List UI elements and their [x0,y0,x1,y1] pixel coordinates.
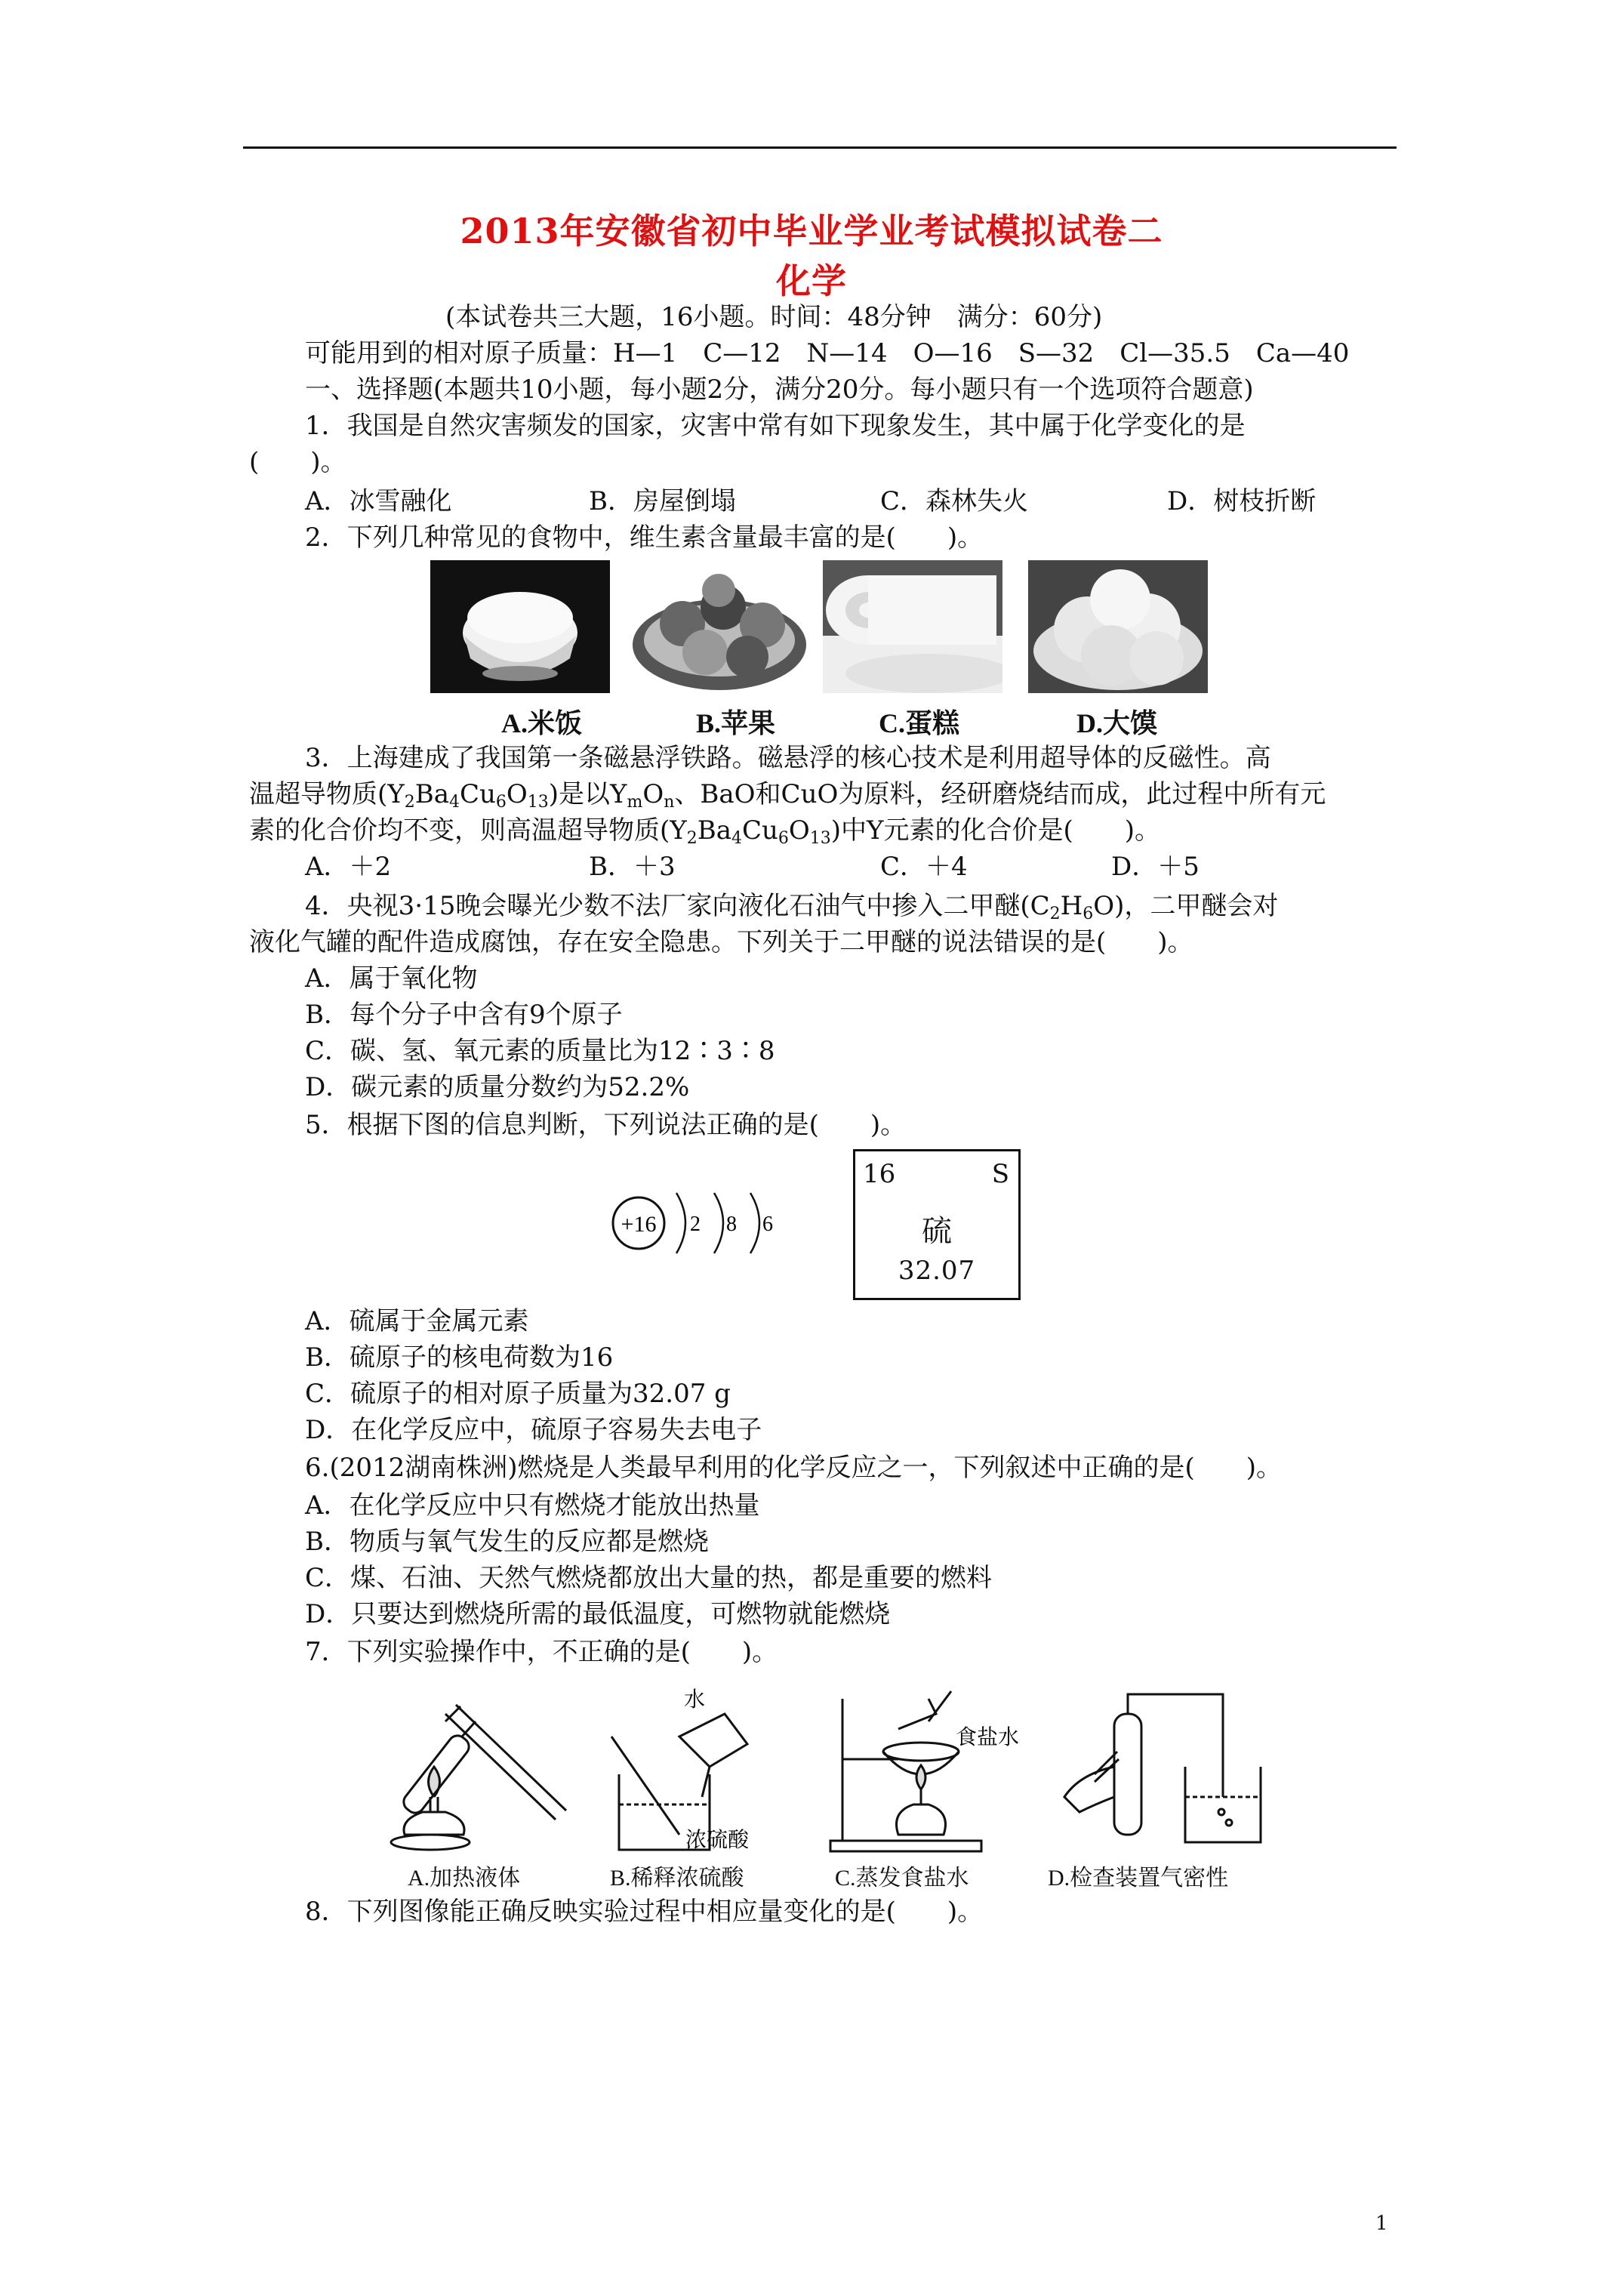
airtightness-diagram [1049,1684,1276,1857]
shell-3: 6 [762,1213,773,1236]
q5-option-b: B．硫原子的核电荷数为16 [305,1342,614,1373]
q3-option-a: A．＋2 [305,852,392,882]
q2-caption-b: B.苹果 [696,708,776,738]
sulfur-atom-diagram [611,1182,793,1265]
evaporation-diagram [815,1684,1057,1857]
apple-photo [630,560,809,693]
q3-option-d: D．＋5 [1111,852,1200,882]
q2-caption-d: D.大馍 [1076,708,1157,738]
label-water: 水 [684,1687,706,1712]
q4-line2: 液化气罐的配件造成腐蚀，存在安全隐患。下列关于二甲醚的说法错误的是( )。 [249,927,1193,957]
q1-option-b: B．房屋倒塌 [589,486,736,516]
q1-blank: ( )。 [249,447,346,477]
q4-option-c: C．碳、氢、氧元素的质量比为12∶3∶8 [305,1036,775,1066]
q7-caption-c: C.蒸发食盐水 [835,1866,969,1891]
label-acid: 浓硫酸 [685,1827,750,1852]
q6-stem: 6.(2012湖南株洲)燃烧是人类最早利用的化学反应之一，下列叙述中正确的是( )。 [305,1453,1283,1483]
q7-caption-b: B.稀释浓硫酸 [610,1866,744,1891]
q3-option-c: C．＋4 [880,852,968,882]
exam-subject: 化学 [776,260,847,301]
atom-nucleus: +16 [621,1212,657,1237]
q1-option-d: D．树枝折断 [1167,486,1317,516]
q5-option-c: C．硫原子的相对原子质量为32.07 g [305,1379,731,1409]
section-heading: 一、选择题(本题共10小题，每小题2分，满分20分。每小题只有一个选项符合题意) [305,374,1254,405]
q4-option-a: A．属于氧化物 [305,963,478,994]
q7-caption-a: A.加热液体 [408,1866,521,1891]
header-rule [243,146,1397,149]
element-number: 16 [863,1159,896,1189]
q7-caption-d: D.检查装置气密性 [1048,1866,1229,1891]
q2-stem: 2．下列几种常见的食物中，维生素含量最丰富的是( )。 [305,522,984,553]
q6-option-b: B．物质与氧气发生的反应都是燃烧 [305,1527,709,1557]
bun-photo [1028,560,1208,693]
element-mass: 32.07 [898,1256,976,1286]
element-symbol: S [991,1159,1009,1189]
dilute-acid-diagram [596,1684,823,1857]
q5-option-a: A．硫属于金属元素 [305,1306,529,1336]
shell-1: 2 [690,1213,701,1236]
q6-option-c: C．煤、石油、天然气燃烧都放出大量的热，都是重要的燃料 [305,1563,993,1593]
page-number: 1 [1375,2212,1388,2235]
q8-stem: 8．下列图像能正确反映实验过程中相应量变化的是( )。 [305,1897,984,1927]
q5-option-d: D．在化学反应中，硫原子容易失去电子 [305,1415,762,1445]
q4-line1: 4．央视3·15晚会曝光少数不法厂家向液化石油气中掺入二甲醚$(C_2H_6O)$，二甲醚会对 [305,891,1279,923]
q2-caption-c: C.蛋糕 [879,708,959,738]
q3-line2: 温超导物质$(Y_2Ba_4Cu_6O_{13})$是以$Y_mO_n$、BaO和CuO为原料，经研磨烧结而成，此过程中所有元 [249,779,1326,812]
atomic-masses: 可能用到的相对原子质量：H—1 C—12 N—14 O—16 S—32 Cl—35.5 Ca—40 [305,338,1350,368]
shell-2: 8 [726,1213,737,1236]
exam-note: (本试卷共三大题，16小题。时间：48分钟 满分：60分) [445,302,1103,332]
q4-option-b: B．每个分子中含有9个原子 [305,1000,623,1030]
element-card [853,1149,1021,1300]
q1-stem: 1．我国是自然灾害频发的国家，灾害中常有如下现象发生，其中属于化学变化的是 [305,411,1246,441]
rice-photo [430,560,610,693]
heating-liquid-diagram [377,1684,604,1857]
q1-option-c: C．森林失火 [880,486,1029,516]
q6-option-d: D．只要达到燃烧所需的最低温度，可燃物就能燃烧 [305,1599,891,1629]
exam-title: 2013年安徽省初中毕业学业考试模拟试卷二 [460,211,1163,251]
q3-line1: 3．上海建成了我国第一条磁悬浮铁路。磁悬浮的核心技术是利用超导体的反磁性。高 [305,743,1271,773]
q2-caption-a: A.米饭 [501,708,582,738]
label-brine: 食盐水 [956,1724,1020,1749]
q5-stem: 5．根据下图的信息判断，下列说法正确的是( )。 [305,1110,907,1140]
q1-option-a: A．冰雪融化 [305,486,452,516]
q3-line3: 素的化合价均不变，则高温超导物质$(Y_2Ba_4Cu_6O_{13})$中Y元素的化合价是( )。 [249,815,1161,848]
q3-option-b: B．＋3 [589,852,676,882]
q6-option-a: A．在化学反应中只有燃烧才能放出热量 [305,1490,760,1521]
q7-stem: 7．下列实验操作中，不正确的是( )。 [305,1637,778,1667]
cake-photo [823,560,1002,693]
element-name: 硫 [922,1214,952,1249]
q4-option-d: D．碳元素的质量分数约为52.2% [305,1072,690,1102]
